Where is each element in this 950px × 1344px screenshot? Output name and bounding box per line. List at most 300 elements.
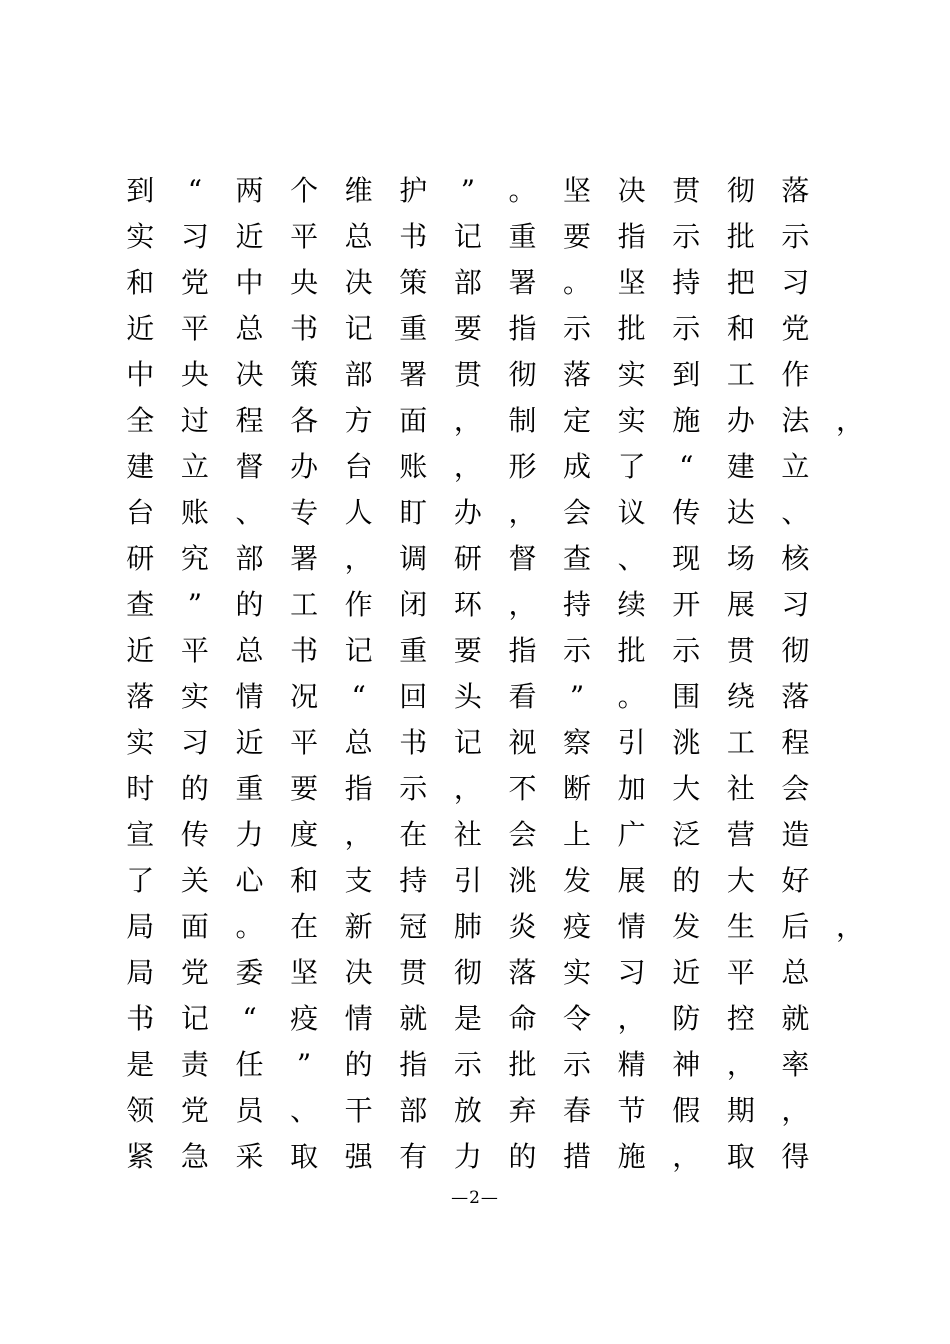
text-char: 方 [344,404,373,437]
text-char: 成 [563,450,592,483]
text-char: 、 [290,1094,319,1127]
text-char: 作 [781,358,810,391]
text-char: 办 [453,496,482,529]
text-char: 心 [235,864,264,897]
text-char: 要 [290,772,319,805]
text-char: 局 [126,910,155,943]
text-char: 紧 [126,1140,155,1173]
text-char: 面 [180,910,209,943]
text-char: 全 [126,404,155,437]
text-char: 的 [672,864,701,897]
text-line [113,628,853,674]
text-char: 彻 [726,174,755,207]
text-char: 炎 [508,910,537,943]
text-char: 和 [726,312,755,345]
text-char: 党 [781,312,810,345]
text-char: 疫 [563,910,592,943]
text-char: 社 [453,818,482,851]
text-char: 神 [672,1048,701,1081]
text-char: 总 [781,956,810,989]
text-char: ， [836,404,865,437]
text-char: 指 [508,312,537,345]
text-char: 时 [126,772,155,805]
text-char: 法 [781,404,810,437]
text-char: 放 [453,1094,482,1127]
text-char: 发 [563,864,592,897]
text-char: 查 [563,542,592,575]
text-char: 察 [563,726,592,759]
text-char: 续 [617,588,646,621]
text-char: 是 [453,1002,482,1035]
text-char: ， [672,1140,701,1173]
text-char: 习 [781,266,810,299]
text-char: 程 [781,726,810,759]
text-char: 疫 [290,1002,319,1035]
text-line [113,904,865,950]
text-char: 贯 [399,956,428,989]
text-char: 彻 [508,358,537,391]
text-char: ， [726,1048,755,1081]
text-char: 就 [781,1002,810,1035]
text-char: 、 [781,496,810,529]
text-char: 习 [180,726,209,759]
text-char: 领 [126,1094,155,1127]
text-char: 习 [617,956,646,989]
text-char: 展 [617,864,646,897]
text-char: 究 [180,542,209,575]
text-char: 现 [672,542,701,575]
text-char: 局 [126,956,155,989]
text-char: 、 [235,496,264,529]
text-char: 批 [726,220,755,253]
text-char: 环 [453,588,482,621]
text-char: 。 [617,680,646,713]
text-char: 就 [399,1002,428,1035]
text-char: 措 [563,1140,592,1173]
text-char: 研 [453,542,482,575]
text-char: 展 [726,588,755,621]
text-char: 会 [508,818,537,851]
text-char: 两 [235,174,264,207]
text-char: ， [344,542,373,575]
text-char: 示 [672,312,701,345]
text-char: 落 [563,358,592,391]
text-char: 策 [399,266,428,299]
text-char: 中 [235,266,264,299]
text-char: ” [569,680,585,713]
text-char: 闭 [399,588,428,621]
text-char: 查 [126,588,155,621]
text-line [113,306,853,352]
text-char: 断 [563,772,592,805]
text-char: 实 [126,220,155,253]
text-char: 央 [290,266,319,299]
text-char: “ [679,450,694,483]
text-char: 近 [126,634,155,667]
text-char: 取 [726,1140,755,1173]
text-char: 令 [563,1002,592,1035]
text-char: 假 [672,1094,701,1127]
text-char: 账 [180,496,209,529]
text-char: 面 [399,404,428,437]
text-char: 坚 [617,266,646,299]
text-char: 过 [180,404,209,437]
text-char: 示 [672,220,701,253]
text-char: 实 [617,404,646,437]
text-char: 人 [344,496,373,529]
text-char: 力 [235,818,264,851]
text-char: 工 [726,726,755,759]
text-char: 围 [672,680,701,713]
text-char: 重 [399,312,428,345]
text-char: 署 [508,266,537,299]
text-char: 急 [180,1140,209,1173]
text-char: 要 [563,220,592,253]
text-char: 肺 [453,910,482,943]
text-char: ” [460,174,476,207]
text-line [113,1134,853,1180]
text-char: 彻 [453,956,482,989]
text-char: 调 [399,542,428,575]
text-char: 账 [399,450,428,483]
text-char: 任 [235,1048,264,1081]
text-char: “ [351,680,366,713]
text-char: 广 [617,818,646,851]
text-line [113,950,853,996]
text-line [113,352,853,398]
text-char: 书 [126,1002,155,1035]
text-char: 制 [508,404,537,437]
text-char: 控 [726,1002,755,1035]
text-char: 传 [672,496,701,529]
text-char: 和 [290,864,319,897]
text-char: 有 [399,1140,428,1173]
text-char: 造 [781,818,810,851]
text-char: 在 [290,910,319,943]
text-char: 立 [180,450,209,483]
text-char: 。 [563,266,592,299]
text-char: ， [344,818,373,851]
text-char: 实 [180,680,209,713]
text-char: 示 [672,634,701,667]
text-char: 看 [508,680,537,713]
text-char: ， [508,588,537,621]
text-char: 定 [563,404,592,437]
text-line [113,674,853,720]
text-char: 委 [235,956,264,989]
text-char: 办 [290,450,319,483]
text-char: 把 [726,266,755,299]
text-char: 新 [344,910,373,943]
text-char: 绕 [726,680,755,713]
text-char: 营 [726,818,755,851]
text-char: 的 [180,772,209,805]
text-char: 头 [453,680,482,713]
text-line [113,812,853,858]
text-char: 部 [235,542,264,575]
text-char: 决 [344,956,373,989]
text-char: 批 [508,1048,537,1081]
text-char: 总 [344,726,373,759]
text-char: 重 [235,772,264,805]
text-char: 。 [235,910,264,943]
text-char: 施 [672,404,701,437]
text-char: 实 [617,358,646,391]
text-char: 力 [453,1140,482,1173]
text-char: 会 [563,496,592,529]
text-char: 近 [672,956,701,989]
text-char: 持 [672,266,701,299]
text-char: 洮 [508,864,537,897]
text-char: 总 [235,312,264,345]
text-char: 署 [290,542,319,575]
text-char: 办 [726,404,755,437]
text-char: 记 [180,1002,209,1035]
text-char: 社 [726,772,755,805]
text-char: 记 [344,312,373,345]
text-char: 生 [726,910,755,943]
text-char: 落 [126,680,155,713]
text-char: 部 [453,266,482,299]
text-char: 了 [126,864,155,897]
text-char: 立 [781,450,810,483]
text-char: 盯 [399,496,428,529]
text-char: 干 [344,1094,373,1127]
text-line [113,858,853,904]
text-char: 要 [453,312,482,345]
text-char: “ [242,1002,257,1035]
text-char: 要 [453,634,482,667]
text-char: 个 [290,174,319,207]
text-char: 春 [563,1094,592,1127]
text-char: 坚 [563,174,592,207]
text-char: 总 [344,220,373,253]
text-char: 工 [290,588,319,621]
text-char: 好 [781,864,810,897]
text-char: 洮 [672,726,701,759]
text-char: 批 [617,312,646,345]
text-char: 形 [508,450,537,483]
text-char: 关 [180,864,209,897]
text-char: 泛 [672,818,701,851]
text-char: 示 [399,772,428,805]
text-char: 弃 [508,1094,537,1127]
text-char: 记 [344,634,373,667]
text-char: 后 [781,910,810,943]
text-char: 策 [290,358,319,391]
text-line [113,444,853,490]
text-line [113,582,853,628]
text-char: ， [453,450,482,483]
text-char: 示 [563,634,592,667]
text-char: 强 [344,1140,373,1173]
text-char: 会 [781,772,810,805]
text-line [113,490,853,536]
text-char: 加 [617,772,646,805]
text-char: ， [453,772,482,805]
text-char: ， [617,1002,646,1035]
text-char: 上 [563,818,592,851]
text-char: 大 [726,864,755,897]
text-line [113,398,865,444]
text-char: 。 [508,174,537,207]
text-char: 议 [617,496,646,529]
text-line [113,1042,853,1088]
text-char: 在 [399,818,428,851]
text-char: 习 [180,220,209,253]
text-char: 持 [399,864,428,897]
text-line [113,536,853,582]
text-char: 的 [508,1140,537,1173]
text-char: 督 [235,450,264,483]
text-char: 落 [781,174,810,207]
text-char: 核 [781,542,810,575]
text-char: 引 [453,864,482,897]
text-char: 维 [344,174,373,207]
text-char: ， [508,496,537,529]
text-char: 护 [399,174,428,207]
text-char: 书 [290,312,319,345]
text-char: 书 [399,220,428,253]
text-char: 平 [726,956,755,989]
text-char: ， [836,910,865,943]
text-line [113,260,853,306]
text-char: 工 [726,358,755,391]
text-char: 程 [235,404,264,437]
text-line [113,214,853,260]
text-char: 贯 [453,358,482,391]
text-char: ， [781,1094,810,1127]
text-char: 了 [617,450,646,483]
text-char: 、 [617,542,646,575]
body-text [113,168,865,1180]
text-char: 防 [672,1002,701,1035]
text-char: 命 [508,1002,537,1035]
text-char: 示 [453,1048,482,1081]
text-char: 台 [126,496,155,529]
text-char: 冠 [399,910,428,943]
text-char: 度 [290,818,319,851]
text-char: 采 [235,1140,264,1173]
text-line [113,766,853,812]
text-char: 近 [235,220,264,253]
text-char: 大 [672,772,701,805]
text-char: 员 [235,1094,264,1127]
text-char: 部 [344,358,373,391]
text-line [113,996,853,1042]
text-char: 是 [126,1048,155,1081]
text-char: 指 [344,772,373,805]
text-char: 研 [126,542,155,575]
text-char: 习 [781,588,810,621]
text-char: 到 [672,358,701,391]
text-char: 指 [508,634,537,667]
text-char: 引 [617,726,646,759]
text-char: 发 [672,910,701,943]
text-char: 的 [235,588,264,621]
text-char: 开 [672,588,701,621]
text-char: 实 [563,956,592,989]
text-char: 彻 [781,634,810,667]
text-line [113,1088,853,1134]
text-char: 取 [290,1140,319,1173]
text-char: 建 [126,450,155,483]
text-line [113,168,853,214]
text-char: 支 [344,864,373,897]
text-char: 宣 [126,818,155,851]
text-char: 示 [563,1048,592,1081]
text-char: 批 [617,634,646,667]
text-char: ” [296,1048,312,1081]
text-char: 情 [235,680,264,713]
text-char: 近 [126,312,155,345]
text-char: 各 [290,404,319,437]
text-char: 专 [290,496,319,529]
text-char: 视 [508,726,537,759]
text-char: 精 [617,1048,646,1081]
text-char: 贯 [726,634,755,667]
text-char: 总 [235,634,264,667]
text-char: 重 [399,634,428,667]
text-char: 达 [726,496,755,529]
text-char: “ [187,174,203,207]
text-char: 场 [726,542,755,575]
text-char: 央 [180,358,209,391]
text-char: 书 [399,726,428,759]
text-char: 指 [617,220,646,253]
text-char: 落 [508,956,537,989]
text-char: 记 [453,220,482,253]
text-char: 持 [563,588,592,621]
text-char: 记 [453,726,482,759]
text-char: 得 [781,1140,810,1173]
text-char: 责 [180,1048,209,1081]
text-char: 决 [235,358,264,391]
text-char: 贯 [672,174,701,207]
text-char: ， [453,404,482,437]
text-char: 到 [126,174,155,207]
text-char: 近 [235,726,264,759]
text-char: 示 [781,220,810,253]
text-char: 中 [126,358,155,391]
text-char: 回 [399,680,428,713]
text-char: 平 [180,312,209,345]
text-char: 书 [290,634,319,667]
text-char: 指 [399,1048,428,1081]
text-char: 落 [781,680,810,713]
text-char: 和 [126,266,155,299]
text-char: 施 [617,1140,646,1173]
text-char: 台 [344,450,373,483]
page-number: —2— [451,1188,499,1208]
text-char: 示 [563,312,592,345]
text-char: 的 [344,1048,373,1081]
text-char: 党 [180,956,209,989]
text-char: 不 [508,772,537,805]
text-char: 期 [726,1094,755,1127]
text-char: 重 [508,220,537,253]
text-char: 平 [290,726,319,759]
text-line [113,720,853,766]
text-char: 率 [781,1048,810,1081]
text-char: 节 [617,1094,646,1127]
text-char: 况 [290,680,319,713]
text-char: 作 [344,588,373,621]
text-char: 情 [344,1002,373,1035]
text-char: 传 [180,818,209,851]
text-char: ” [187,588,203,621]
text-char: 党 [180,1094,209,1127]
